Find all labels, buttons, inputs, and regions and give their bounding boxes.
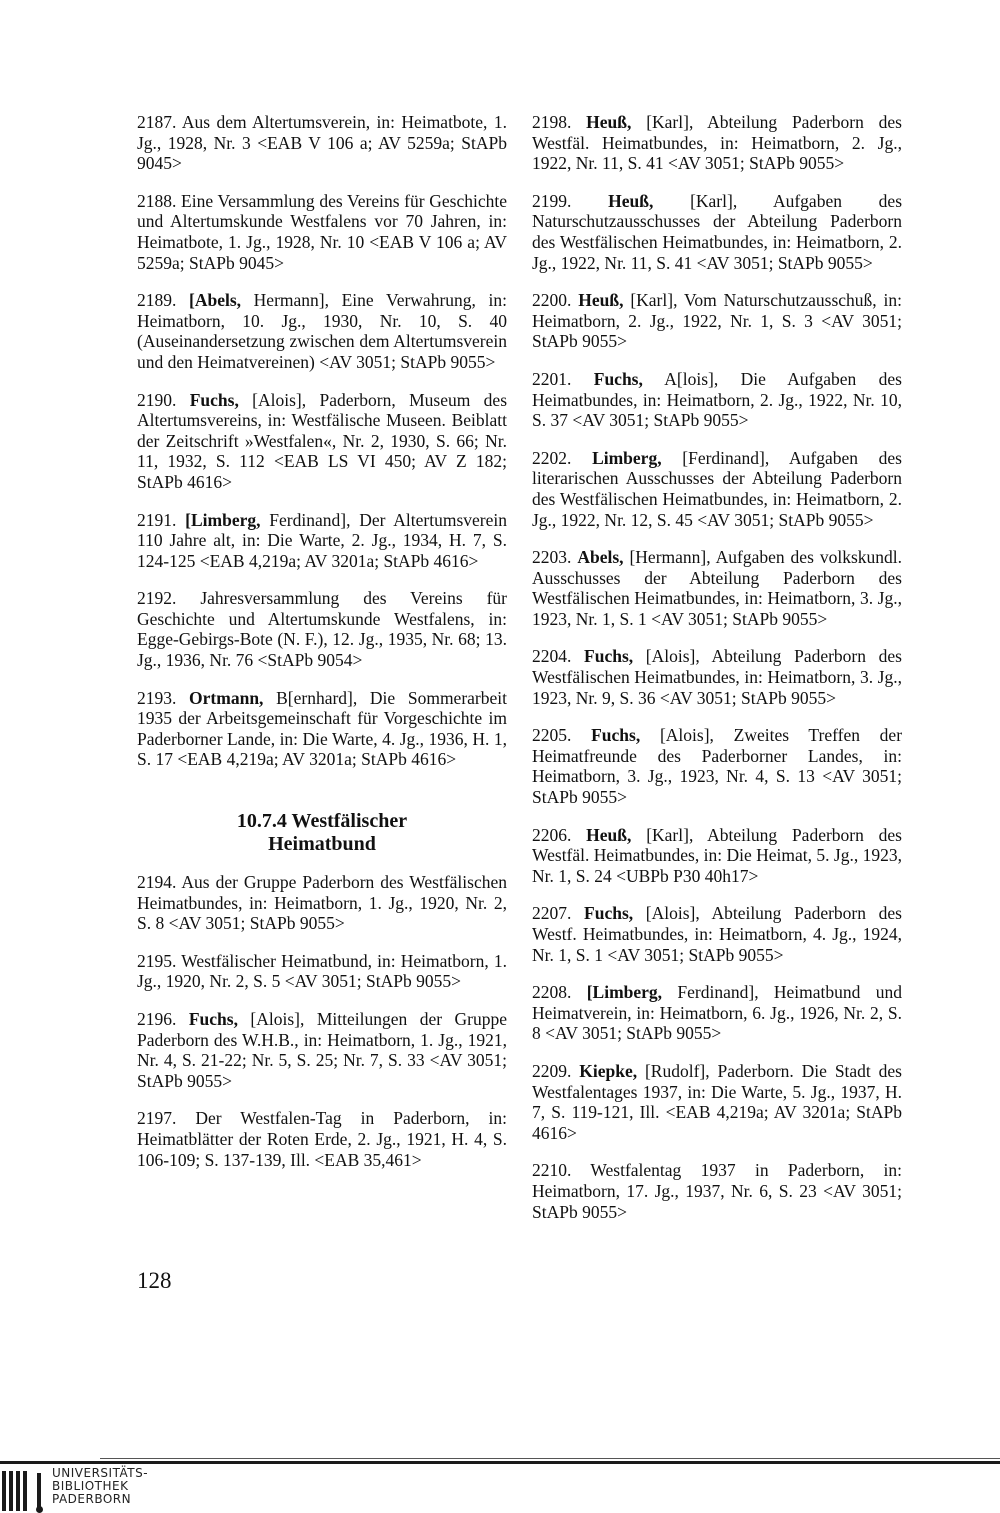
entry-author: Heuß, xyxy=(608,190,654,211)
entry-number: 2203. xyxy=(532,547,572,568)
entry-text: Ferdinand], Heimatbund und Heimatverein, in: Heimatborn, 6. Jg., 1926, Nr. 2, S. 8 <AV 3051; StAPb 9055> xyxy=(532,982,903,1044)
entry-text: Ferdinand], Der Altertumsverein 110 Jahre alt, in: Die Warte, 2. Jg., 1934, H. 7, S. 124-125 <EAB 4,219a; AV 3201a; StAPb 4616> xyxy=(137,509,507,571)
entry-text: Aus der Gruppe Paderborn des Westfälischen Heimatbundes, in: Heimatborn, 1. Jg., 1920, Nr. 2, S. 8 <AV 3051; StAPb 9055> xyxy=(137,872,507,934)
bibliography-entry xyxy=(532,1061,902,1143)
section-heading-line2: Heimatbund xyxy=(268,833,376,856)
entry-author: Fuchs, xyxy=(188,1009,238,1029)
entry-author: Fuchs, xyxy=(189,389,239,410)
entry-text: [Alois], Abteilung Paderborn des Westf. Heimatbundes, in: Heimatborn, 4. Jg., 1924, Nr. 1, S. 1 <AV 3051; StAPb 9055> xyxy=(532,903,902,965)
library-name-line1: UNIVERSITÄTS- xyxy=(52,1466,149,1480)
section-heading xyxy=(137,810,507,856)
entry-text: [Karl], Abteilung Paderborn des Westfäl. Heimatbundes, in: Heimatborn, 2. Jg., 1922, Nr. 11, S. 41 <AV 3051; StAPb 9055> xyxy=(532,112,902,174)
bibliography-entry xyxy=(137,510,507,572)
entry-text: Westfalentag 1937 in Paderborn, in: Heimatborn, 17. Jg., 1937, Nr. 6, S. 23 <AV 3051; StAPb 9055> xyxy=(532,1160,902,1222)
entry-number: 2209. xyxy=(532,1060,572,1081)
right-entries xyxy=(532,112,902,1222)
entry-text: B[ernhard], Die Sommerarbeit 1935 der Arbeitsgemeinschaft für Vorgeschichte im Paderborner Lande, in: Die Warte, 4. Jg., 1936, H. 1, S. 17 <EAB 4,219a; AV 3201a; StAPb 4616> xyxy=(137,687,507,770)
bibliography-entry xyxy=(532,903,902,965)
entry-author: Fuchs, xyxy=(591,725,641,746)
bibliography-entry xyxy=(137,191,507,273)
left-column xyxy=(137,112,507,1187)
entry-text: [Alois], Zweites Treffen der Heimatfreunde des Paderborner Landes, in: Heimatborn, 3. Jg., 1923, Nr. 4, S. 13 <AV 3051; StAPb 9055> xyxy=(532,725,903,808)
bibliography-entry xyxy=(532,191,902,273)
bibliography-entry xyxy=(532,1160,902,1222)
bibliography-entry xyxy=(532,982,902,1044)
entry-number: 2197. xyxy=(137,1108,177,1129)
bibliography-entry xyxy=(137,872,507,934)
left-entries-top xyxy=(137,112,507,770)
entry-author: Heuß, xyxy=(578,290,624,311)
entry-author: Ortmann, xyxy=(189,687,264,708)
entry-text: [Alois], Abteilung Paderborn des Westfälischen Heimatbundes, in: Heimatborn, 3. Jg., 1923, Nr. 9, S. 36 <AV 3051; StAPb 9055> xyxy=(532,646,902,708)
entry-author: Fuchs, xyxy=(584,903,634,924)
entry-number: 2198. xyxy=(532,112,572,132)
entry-number: 2205. xyxy=(532,725,572,746)
bibliography-entry xyxy=(532,825,902,887)
entry-text: [Alois], Mitteilungen der Gruppe Paderborn des W.H.B., in: Heimatborn, 1. Jg., 1921, Nr. 4, S. 21-22; Nr. 5, S. 25; Nr. 7, S. 33 <AV 3051; StAPb 9055> xyxy=(137,1009,508,1091)
left-entries-bottom xyxy=(137,872,507,1170)
entry-author: Heuß, xyxy=(586,112,632,132)
entry-number: 2199. xyxy=(532,190,572,211)
entry-text: Westfälischer Heimatbund, in: Heimatborn, 1. Jg., 1920, Nr. 2, S. 5 <AV 3051; StAPb 9055> xyxy=(137,950,507,992)
entry-number: 2201. xyxy=(532,368,572,389)
entry-number: 2192. xyxy=(137,588,177,609)
entry-number: 2200. xyxy=(532,290,572,311)
entry-text: [Alois], Paderborn, Museum des Altertumsvereins, in: Westfälische Museen. Beiblatt der Zeitschrift »Westfalen«, Nr. 2, 1930, S. 66; Nr. 11, 1932, S. 112 <EAB LS VI 450; AV Z 182; StAPb 4616> xyxy=(137,389,508,492)
entry-author: Limberg, xyxy=(592,447,662,468)
entry-text: Eine Versammlung des Vereins für Geschichte und Altertumskunde Westfalens vor 70 Jahren, in: Heimatbote, 1. Jg., 1928, Nr. 10 <EAB V 106 a; AV 5259a; StAPb 9045> xyxy=(137,190,507,273)
bibliography-entry xyxy=(532,369,902,431)
entry-number: 2191. xyxy=(137,509,177,530)
entry-number: 2194. xyxy=(137,872,177,893)
entry-number: 2206. xyxy=(532,824,572,845)
bibliography-entry xyxy=(532,646,902,708)
entry-text: Aus dem Altertumsverein, in: Heimatbote, 1. Jg., 1928, Nr. 3 <EAB V 106 a; AV 5259a; StAPb 9045> xyxy=(137,112,507,174)
entry-author: Fuchs, xyxy=(593,368,643,389)
entry-number: 2189. xyxy=(137,290,177,311)
entry-author: Heuß, xyxy=(586,824,632,845)
bibliography-entry xyxy=(532,290,902,352)
entry-text: [Rudolf], Paderborn. Die Stadt des Westfalentages 1937, in: Die Warte, 5. Jg., 1937, H. 7, S. 119-121, Ill. <EAB 4,219a; AV 3201a; StAPb 4616> xyxy=(532,1060,902,1143)
bibliography-entry xyxy=(532,448,902,530)
entry-number: 2187. xyxy=(137,112,177,132)
bibliography-entry xyxy=(137,1009,507,1091)
bibliography-entry xyxy=(532,112,902,174)
bibliography-entry xyxy=(137,290,507,372)
entry-number: 2207. xyxy=(532,903,572,924)
entry-author: [Limberg, xyxy=(586,982,663,1003)
library-name xyxy=(52,1467,148,1506)
entry-number: 2188. xyxy=(137,190,177,211)
library-footer xyxy=(0,1463,1000,1513)
section-heading-line1: 10.7.4 Westfälischer xyxy=(236,810,408,833)
library-name-line3: PADERBORN xyxy=(52,1492,132,1506)
bibliography-entry xyxy=(137,1108,507,1170)
page-number: 128 xyxy=(137,1268,172,1293)
entry-number: 2196. xyxy=(137,1009,177,1029)
bibliography-entry xyxy=(137,588,507,670)
entry-number: 2195. xyxy=(137,950,177,971)
library-name-line2: BIBLIOTHEK xyxy=(52,1479,129,1493)
bibliography-entry xyxy=(137,112,507,174)
library-logo-icon xyxy=(0,1463,48,1513)
entry-text: Der Westfalen-Tag in Paderborn, in: Heimatblätter der Roten Erde, 2. Jg., 1921, H. 4, S. 106-109; S. 137-139, Ill. <EAB 35,461> xyxy=(137,1108,507,1170)
entry-text: [Karl], Aufgaben des Naturschutzausschusses der Abteilung Paderborn des Westfälischen Heimatbundes, in: Heimatborn, 2. Jg., 1922, Nr. 11, S. 41 <AV 3051; StAPb 9055> xyxy=(532,190,903,273)
entry-author: Abels, xyxy=(577,547,624,568)
entry-text: Hermann], Eine Verwahrung, in: Heimatborn, 10. Jg., 1930, Nr. 10, S. 40 (Auseinandersetzung zwischen dem Altertumsverein und den Heimatvereinen) <AV 3051; StAPb 9055> xyxy=(137,290,508,372)
entry-number: 2193. xyxy=(137,687,177,708)
entry-number: 2210. xyxy=(532,1160,572,1181)
entry-number: 2204. xyxy=(532,646,572,667)
entry-author: Kiepke, xyxy=(579,1060,638,1081)
footer-rule-thin xyxy=(100,1458,1000,1459)
entry-author: [Limberg, xyxy=(185,509,261,530)
entry-text: [Karl], Vom Naturschutzausschuß, in: Heimatborn, 2. Jg., 1922, Nr. 1, S. 3 <AV 3051; StAPb 9055> xyxy=(532,290,902,352)
bibliography-entry xyxy=(532,725,902,807)
bibliography-entry xyxy=(137,688,507,770)
bibliography-entry xyxy=(137,951,507,992)
entry-number: 2190. xyxy=(137,389,177,410)
entry-author: [Abels, xyxy=(189,290,242,311)
entry-author: Fuchs, xyxy=(584,646,634,667)
entry-text: [Ferdinand], Aufgaben des literarischen Ausschusses der Abteilung Paderborn des Westfälischen Heimatbundes, in: Heimatborn, 2. Jg., 1922, Nr. 12, S. 45 <AV 3051; StAPb 9055> xyxy=(532,447,902,530)
entry-text: Jahresversammlung des Vereins für Geschichte und Altertumskunde Westfalens, in: Egge-Gebirgs-Bote (N. F.), 12. Jg., 1935, Nr. 68; 13. Jg., 1936, Nr. 76 <StAPb 9054> xyxy=(137,588,507,671)
bibliography-entry xyxy=(532,547,902,629)
entry-number: 2202. xyxy=(532,447,572,468)
entry-text: [Hermann], Aufgaben des volkskundl. Ausschusses der Abteilung Paderborn des Westfälischen Heimatbundes, in: Heimatborn, 3. Jg., 1923, Nr. 1, S. 1 <AV 3051; StAPb 9055> xyxy=(532,547,902,629)
right-column xyxy=(532,112,902,1239)
bibliography-entry xyxy=(137,390,507,493)
entry-text: A[lois], Die Aufgaben des Heimatbundes, in: Heimatborn, 2. Jg., 1922, Nr. 10, S. 37 <AV 3051; StAPb 9055> xyxy=(532,368,902,431)
entry-text: [Karl], Abteilung Paderborn des Westfäl. Heimatbundes, in: Die Heimat, 5. Jg., 1923, Nr. 1, S. 24 <UBPb P30 40h17> xyxy=(532,824,902,886)
entry-number: 2208. xyxy=(532,982,572,1003)
